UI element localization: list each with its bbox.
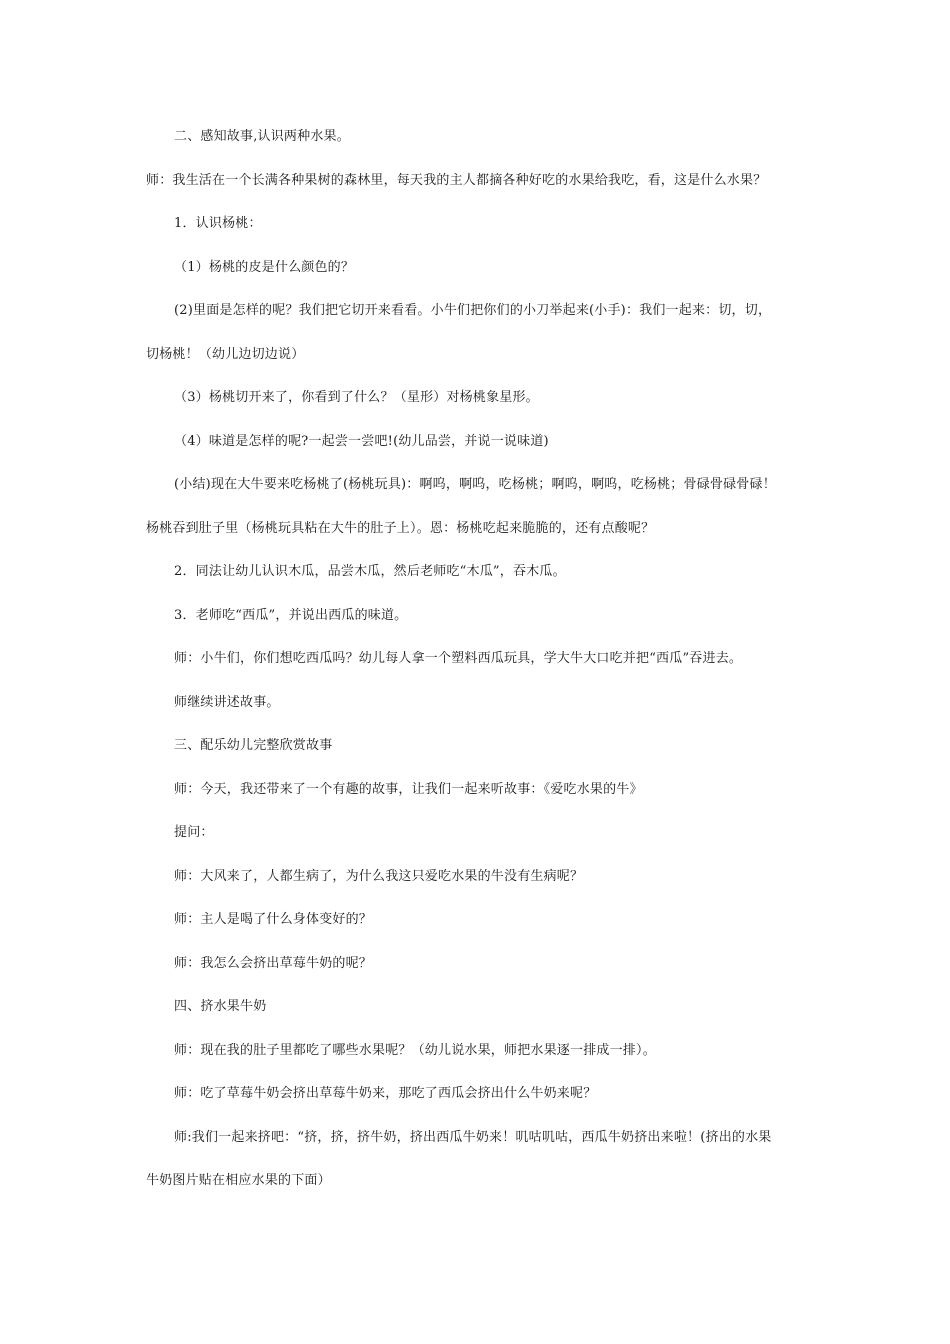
- list-item-heading: 3．老师吃“西瓜”，并说出西瓜的味道。: [174, 608, 408, 623]
- list-item-heading: 1．认识杨桃：: [174, 216, 262, 231]
- paragraph-line: (小结)现在大牛要来吃杨桃了(杨桃玩具)：啊呜，啊呜，吃杨桃；啊呜，啊呜，吃杨桃；骨碌骨碌骨碌！: [174, 477, 776, 492]
- paragraph-line: 师继续讲述故事。: [174, 695, 280, 710]
- paragraph-line: 杨桃吞到肚子里（杨桃玩具粘在大牛的肚子上）。恩：杨桃吃起来脆脆的，还有点酸呢？: [146, 521, 655, 536]
- paragraph-line: 师：吃了草莓牛奶会挤出草莓牛奶来，那吃了西瓜会挤出什么牛奶来呢？: [174, 1086, 597, 1101]
- paragraph-line: 师：现在我的肚子里都吃了哪些水果呢？（幼儿说水果，师把水果逐一排成一排）。: [174, 1043, 656, 1058]
- paragraph-line: 师：我生活在一个长满各种果树的森林里，每天我的主人都摘各种好吃的水果给我吃，看，这是什么水果？: [146, 173, 767, 188]
- paragraph-line: （4）味道是怎样的呢?一起尝一尝吧!(幼儿品尝，并说一说味道): [174, 434, 549, 449]
- paragraph-line: 师：小牛们，你们想吃西瓜吗？幼儿每人拿一个塑料西瓜玩具，学大牛大口吃并把“西瓜”吞进去。: [174, 651, 743, 666]
- paragraph-line: （3）杨桃切开来了，你看到了什么？（星形）对杨桃象星形。: [174, 390, 539, 405]
- section-heading-4: 四、挤水果牛奶: [174, 999, 267, 1014]
- paragraph-line: 师:我们一起来挤吧：“挤，挤，挤牛奶，挤出西瓜牛奶来！叽咕叽咕，西瓜牛奶挤出来啦！(挤出的水果: [174, 1130, 772, 1145]
- paragraph-line: 师：今天，我还带来了一个有趣的故事，让我们一起来听故事：《爱吃水果的牛》: [174, 782, 643, 797]
- section-heading-2: 二、感知故事,认识两种水果。: [174, 129, 350, 144]
- paragraph-line: (2)里面是怎样的呢？我们把它切开来看看。小牛们把你们的小刀举起来(小手)：我们一起来：切，切，: [174, 303, 772, 318]
- list-item-heading: 2．同法让幼儿认识木瓜，品尝木瓜，然后老师吃“木瓜”，吞木瓜。: [174, 564, 566, 579]
- section-heading-3: 三、配乐幼儿完整欣赏故事: [174, 738, 333, 753]
- paragraph-line: （1）杨桃的皮是什么颜色的？: [174, 260, 355, 275]
- paragraph-line: 师：主人是喝了什么身体变好的？: [174, 912, 373, 927]
- paragraph-line: 切杨桃！（幼儿边切边说）: [146, 347, 305, 362]
- paragraph-line: 提问：: [174, 825, 214, 840]
- paragraph-line: 牛奶图片贴在相应水果的下面）: [146, 1173, 331, 1188]
- paragraph-line: 师：大风来了，人都生病了，为什么我这只爱吃水果的牛没有生病呢？: [174, 869, 584, 884]
- paragraph-line: 师：我怎么会挤出草莓牛奶的呢？: [174, 956, 373, 971]
